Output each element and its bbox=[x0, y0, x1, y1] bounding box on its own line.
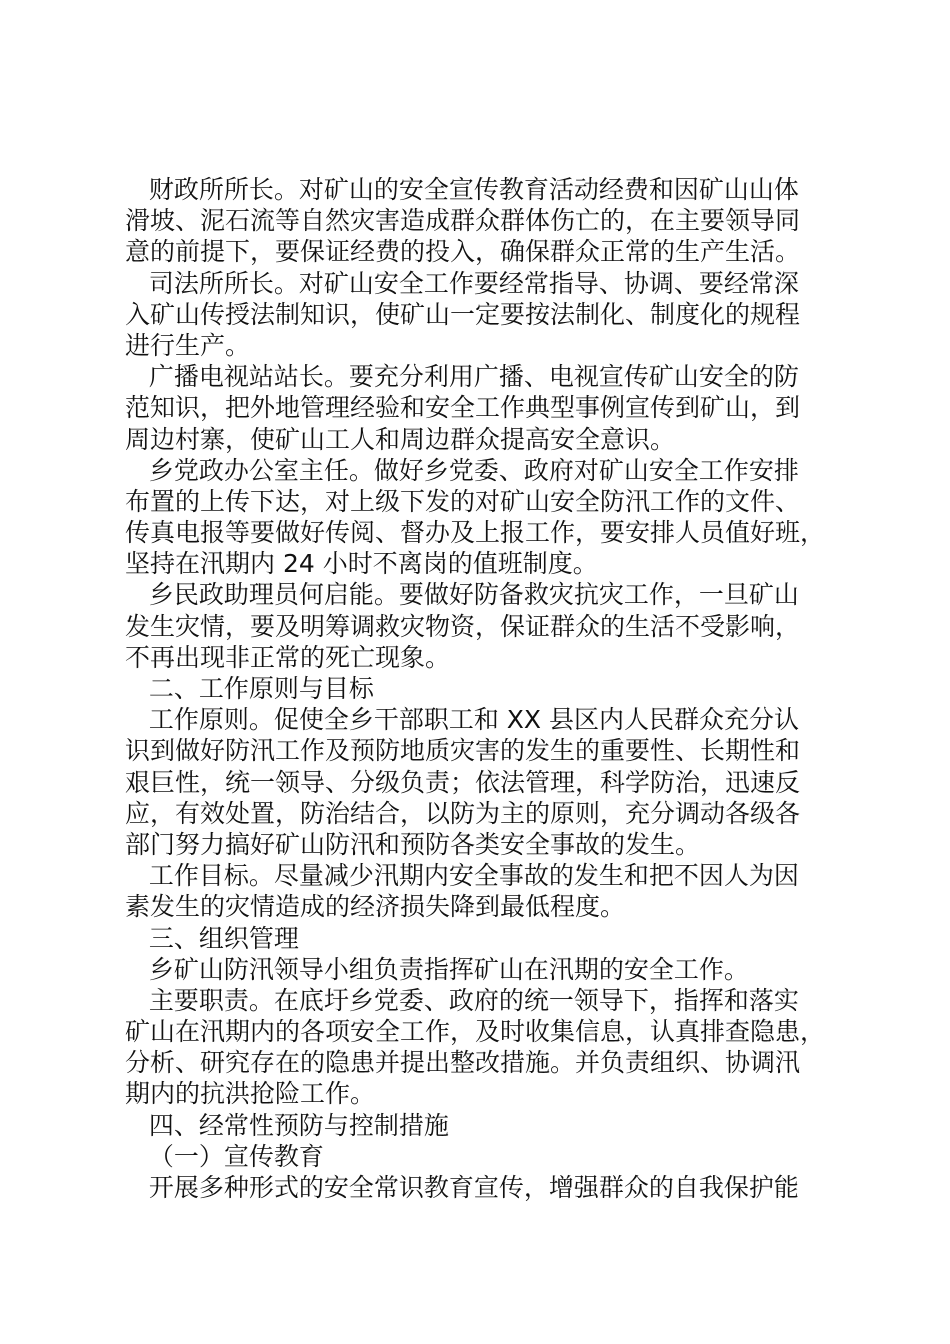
text-line: 财政所所长。对矿山的安全宣传教育活动经费和因矿山山体 bbox=[125, 175, 799, 204]
text-line: 司法所所长。对矿山安全工作要经常指导、协调、要经常深 bbox=[125, 268, 799, 298]
subsection-heading: （一）宣传教育 bbox=[125, 1141, 324, 1171]
document-body bbox=[125, 174, 845, 1203]
text-line: 广播电视站站长。要充分利用广播、电视宣传矿山安全的防 bbox=[125, 362, 799, 392]
text-line: 传真电报等要做好传阅、督办及上报工作，要安排人员值好班， bbox=[125, 518, 826, 548]
section-heading: 二、工作原则与目标 bbox=[125, 674, 374, 703]
text-line: 工作目标。尽量减少汛期内安全事故的发生和把不因人为因 bbox=[125, 861, 799, 891]
text-line: 矿山在汛期内的各项安全工作，及时收集信息，认真排查隐患， bbox=[125, 1017, 826, 1047]
text-line: 意的前提下，要保证经费的投入，确保群众正常的生产生活。 bbox=[125, 237, 801, 267]
text-line: 分析、研究存在的隐患并提出整改措施。并负责组织、协调汛 bbox=[125, 1048, 801, 1078]
text-line: 布置的上传下达，对上级下发的对矿山安全防汛工作的文件、 bbox=[125, 486, 801, 516]
section-heading: 三、组织管理 bbox=[125, 923, 299, 953]
text-line: 周边村寨，使矿山工人和周边群众提高安全意识。 bbox=[125, 424, 676, 454]
text-line: 范知识，把外地管理经验和安全工作典型事例宣传到矿山，到 bbox=[125, 393, 801, 423]
text-line: 部门努力搞好矿山防汛和预防各类安全事故的发生。 bbox=[125, 829, 701, 859]
text-line: 进行生产。 bbox=[125, 330, 251, 360]
text-line: 乡民政助理员何启能。要做好防备救灾抗灾工作，一旦矿山 bbox=[125, 580, 799, 610]
text-line: 开展多种形式的安全常识教育宣传，增强群众的自我保护能 bbox=[125, 1173, 799, 1202]
text-line: 入矿山传授法制知识，使矿山一定要按法制化、制度化的规程 bbox=[125, 299, 801, 329]
text-line: 发生灾情，要及明筹调救灾物资，保证群众的生活不受影响， bbox=[125, 611, 801, 641]
text-line: 艰巨性，统一领导、分级负责；依法管理，科学防治，迅速反 bbox=[125, 767, 801, 797]
text-line: 识到做好防汛工作及预防地质灾害的发生的重要性、长期性和 bbox=[125, 736, 801, 766]
text-line: 乡党政办公室主任。做好乡党委、政府对矿山安全工作安排 bbox=[125, 455, 799, 485]
text-line: 工作原则。促使全乡干部职工和 XX 县区内人民群众充分认 bbox=[125, 705, 799, 735]
text-line: 不再出现非正常的死亡现象。 bbox=[125, 642, 451, 672]
text-line: 期内的抗洪抢险工作。 bbox=[125, 1079, 376, 1109]
section-heading: 四、经常性预防与控制措施 bbox=[125, 1110, 449, 1140]
text-line: 乡矿山防汛领导小组负责指挥矿山在汛期的安全工作。 bbox=[125, 954, 749, 984]
text-line: 坚持在汛期内 24 小时不离岗的值班制度。 bbox=[125, 549, 598, 579]
text-line: 应，有效处置，防治结合，以防为主的原则，充分调动各级各 bbox=[125, 798, 801, 828]
text-line: 素发生的灾情造成的经济损失降到最低程度。 bbox=[125, 892, 626, 922]
text-line: 滑坡、泥石流等自然灾害造成群众群体伤亡的，在主要领导同 bbox=[125, 206, 801, 236]
text-line: 主要职责。在底圩乡党委、政府的统一领导下，指挥和落实 bbox=[125, 985, 799, 1015]
